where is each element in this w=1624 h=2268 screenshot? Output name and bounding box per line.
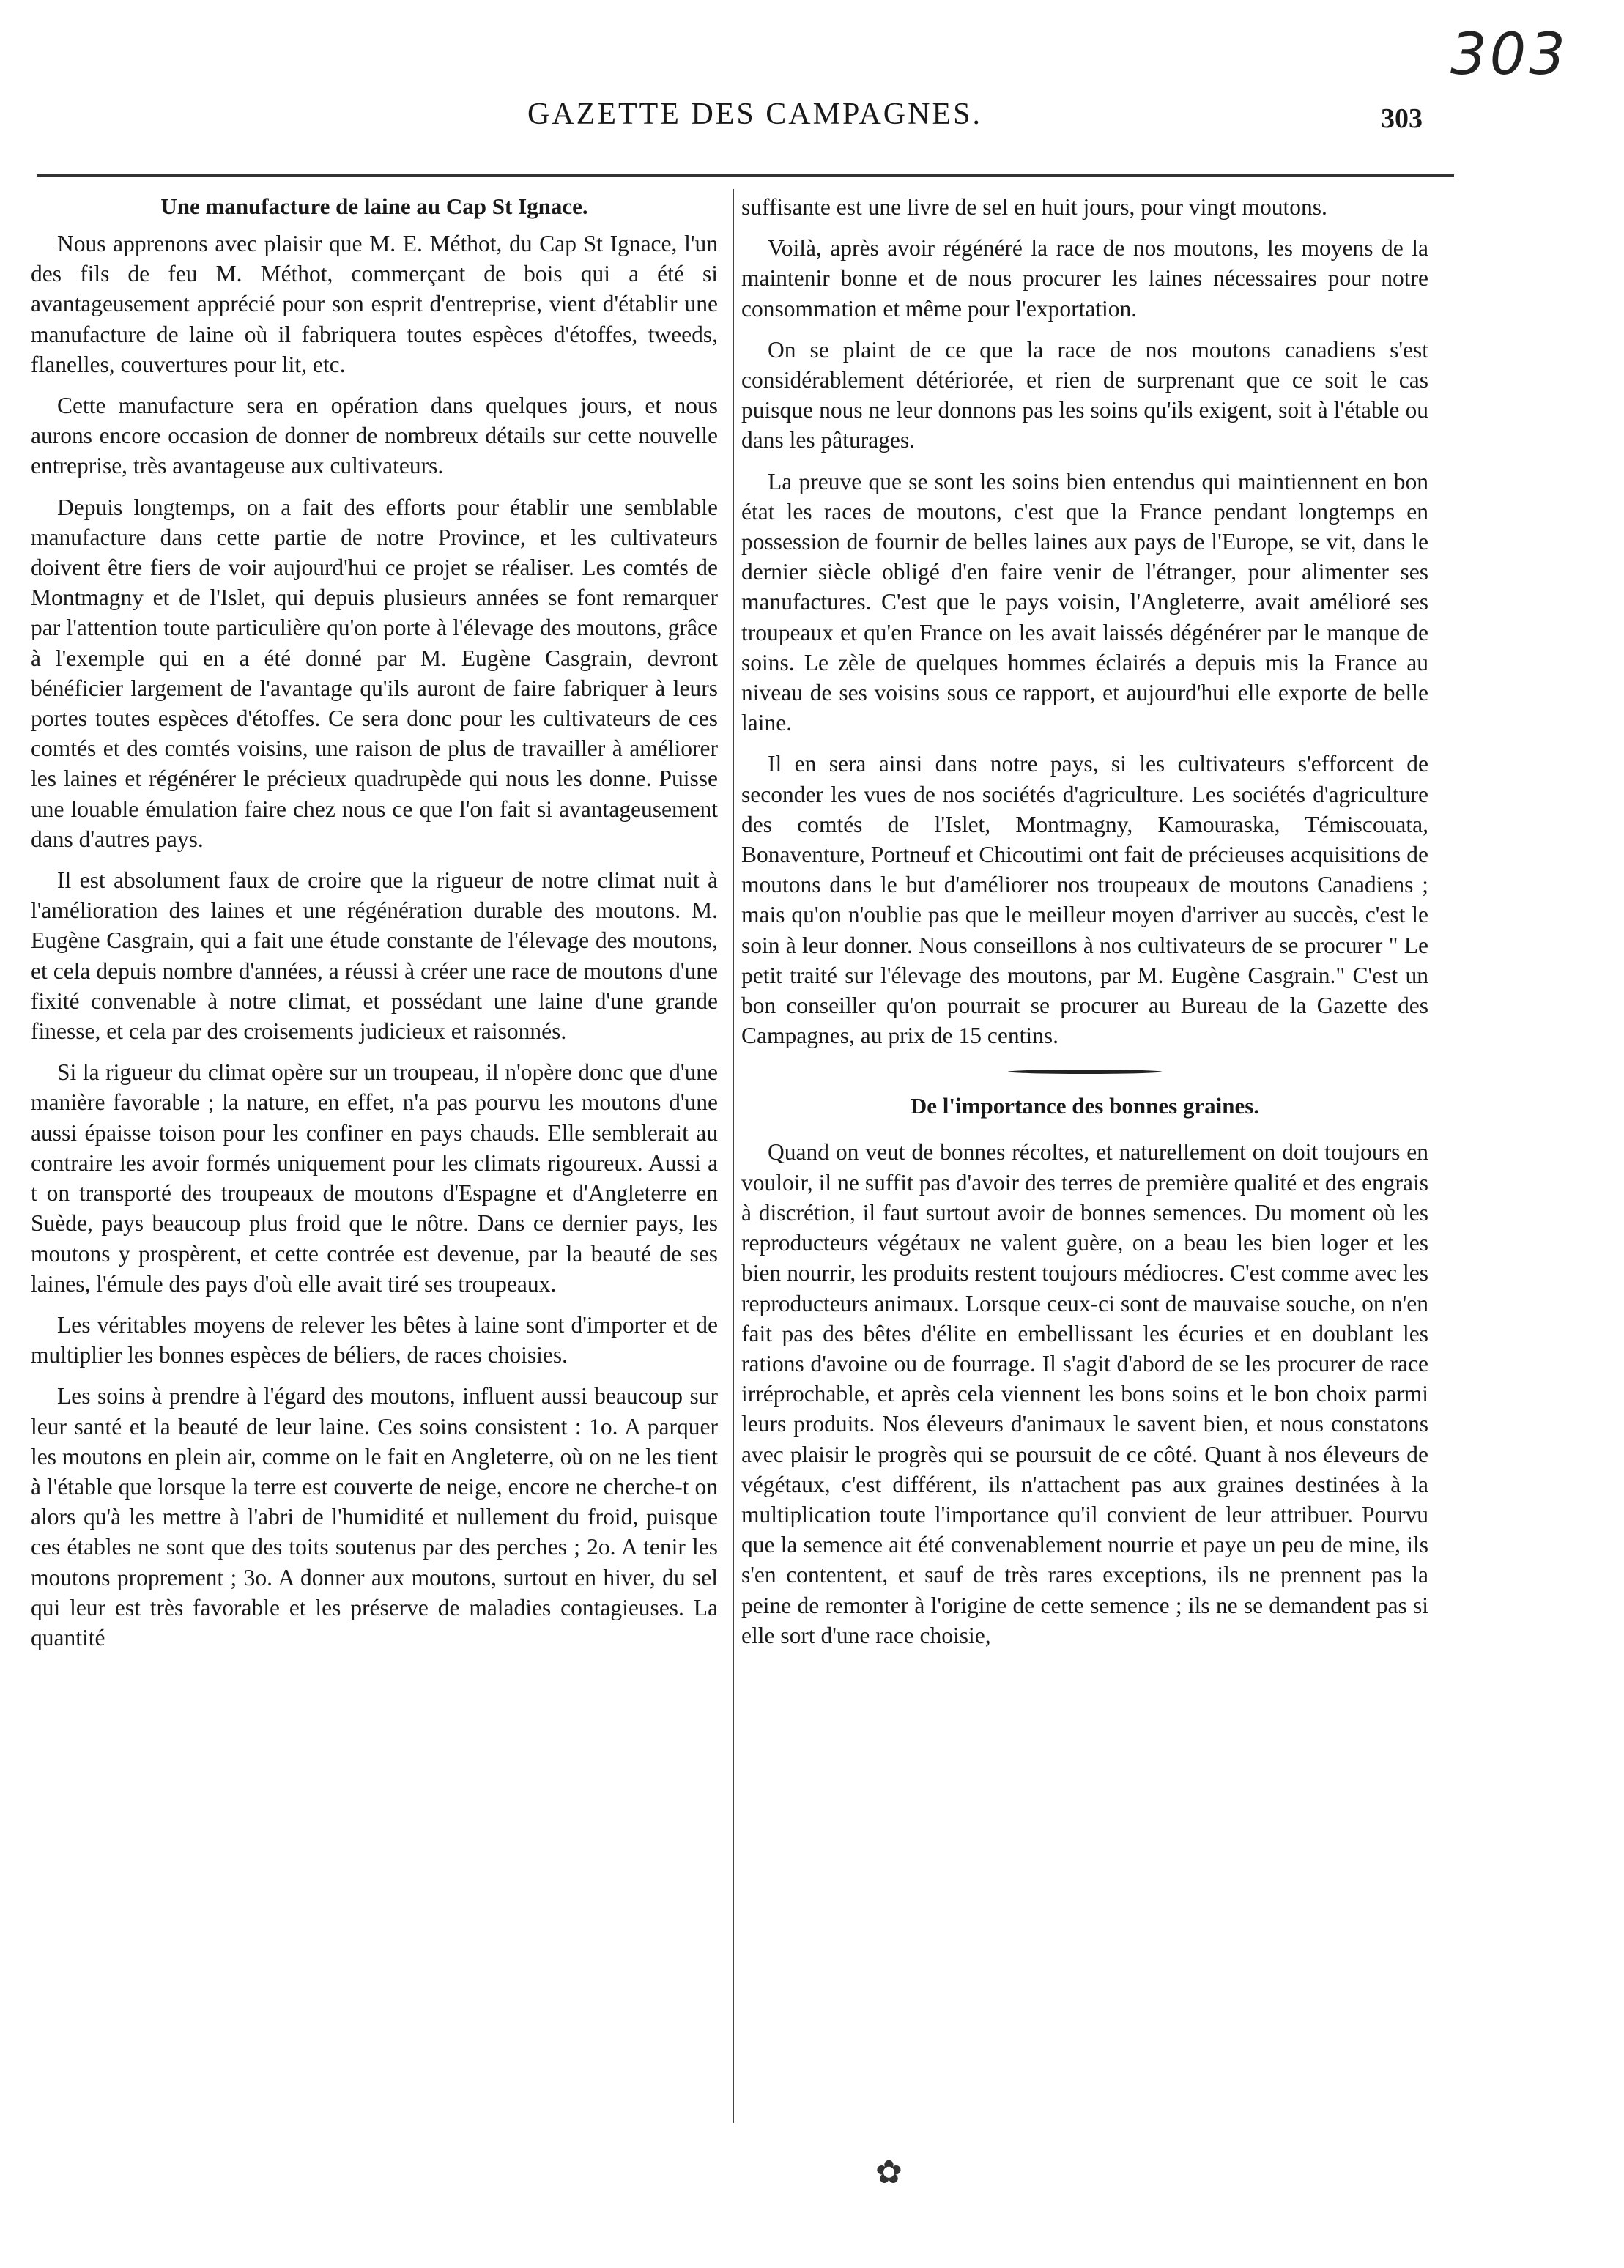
page-number: 303 — [1381, 103, 1423, 134]
left-column — [31, 192, 718, 2126]
column-divider — [733, 189, 734, 2123]
article-paragraph: Les soins à prendre à l'égard des moutons, influent aussi beaucoup sur leur santé et la beauté de leur laine. Ces soins consistent : 1o. A parquer les moutons en plein air, comme on le fait en Angleterre, où on ne les tient à l'étable que lorsque la terre est couverte de neige, encore ne cherche-t on alors qu'à les mettre à l'abri de l'humidité et nullement du froid, puisque ces étables ne sont que des toits soutenus par des perches ; 2o. A tenir les moutons proprement ; 3o. A donner aux moutons, surtout en hiver, du sel qui leur est très favorable et les préserve de maladies contagieuses. La quantité — [31, 1383, 718, 1650]
article-title-graines: De l'importance des bonnes graines. — [910, 1093, 1260, 1119]
article-paragraph: Nous apprenons avec plaisir que M. E. Méthot, du Cap St Ignace, l'un des fils de feu M. Méthot, commerçant de bois qui a été si avantageusement apprécié pour son esprit d'entreprise, vient d'établir une manufacture de laine où il fabriquera toutes espèces d'étoffes, tweeds, flanelles, couvertures pour lit, etc. — [31, 231, 718, 377]
header-rule — [37, 174, 1454, 177]
article-paragraph: La preuve que se sont les soins bien entendus qui maintiennent en bon état les races de moutons, c'est que la France pendant longtemps en possession de fournir de belles laines aux pays de l'Europe, se vit, dans le dernier siècle obligé d'en faire venir de l'étranger, pour alimenter ses manufactures. C'est que le pays voisin, l'Angleterre, avait amélioré ses troupeaux et qu'en France on les avait laissés dégénérer par le manque de soins. Le zèle de quelques hommes éclairés a depuis mis la France au niveau de ses voisins sous ce rapport, et aujourd'hui elle exporte de belle laine. — [741, 468, 1428, 736]
article-paragraph: Depuis longtemps, on a fait des efforts pour établir une semblable manufacture dans cette partie de notre Province, et les cultivateurs doivent être fiers de voir aujourd'hui ce projet se réaliser. Les comtés de Montmagny et de l'Islet, qui depuis plusieurs années se font remarquer par l'attention toute particulière qu'on porte à l'élevage des moutons, grâce à l'exemple qui en a été donné par M. Eugène Casgrain, devront bénéficier largement de l'avantage qu'ils auront de faire fabriquer à leurs portes toutes espèces d'étoffes. Ce sera donc pour les cultivateurs de ces comtés et des comtés voisins, une raison de plus de travailler à améliorer les laines et régénérer le précieux quadrupède qui nous les donne. Puisse une louable émulation faire chez nous ce que l'on fait si avantageusement dans d'autres pays. — [31, 494, 718, 852]
article-paragraph: Les véritables moyens de relever les bêtes à laine sont d'importer et de multiplier les bonnes espèces de béliers, de races choisies. — [31, 1311, 718, 1368]
article-paragraph: Cette manufacture sera en opération dans quelques jours, et nous aurons encore occasion de donner de nombreux détails sur cette nouvelle entreprise, très avantageuse aux cultivateurs. — [31, 393, 718, 479]
article-paragraph: Il est absolument faux de croire que la rigueur de notre climat nuit à l'amélioration des laines et une régénération durable des moutons. M. Eugène Casgrain, qui a fait une étude constante de l'élevage des moutons, et cela depuis nombre d'années, a réussi à créer une race de moutons d'une fixité convenable à notre climat, et possédant une laine d'une grande finesse, et cela par des croisements judicieux et raisonnés. — [31, 867, 718, 1045]
article-paragraph: Voilà, après avoir régénéré la race de nos moutons, les moyens de la maintenir bonne et de nous procurer les laines nécessaires pour notre consommation et même pour l'exportation. — [741, 235, 1428, 322]
article-paragraph: Quand on veut de bonnes récoltes, et naturellement on doit toujours en vouloir, il ne suffit pas d'avoir des terres de première qualité et des engrais à discrétion, il faut surtout avoir de bonnes semences. Du moment où les reproducteurs végétaux ne valent guère, on a beau les bien loger et les bien nourrir, les produits restent toujours médiocres. C'est comme avec les reproducteurs animaux. Lorsque ceux-ci sont de mauvaise souche, on n'en fait pas des bêtes d'élite en embellissant les écuries et en doublant les rations d'avoine ou de fourrage. Il s'agit d'abord de se les procurer de race irréprochable, et après cela viennent les bons soins et le bon choix parmi leurs produits. Nos éleveurs d'animaux le savent bien, et nous constatons avec plaisir le progrès qui se poursuit de ce côté. Quant à nos éleveurs de végétaux, c'est différent, ils n'attachent pas aux graines destinées à la multiplication toute l'importance qu'il convient de leur attribuer. Pourvu que la semence ait été convenablement nourrie et paye un peu de mine, ils s'en contentent, et sauf de très rares exceptions, ils ne prennent pas la peine de remonter à l'origine de cette semence ; ils ne se demandent pas si elle sort d'une race choisie, — [741, 1139, 1428, 1648]
newspaper-title: GAZETTE DES CAMPAGNES. — [527, 97, 982, 131]
article-title-manufacture: Une manufacture de laine au Cap St Ignace. — [160, 193, 588, 219]
article-paragraph: On se plaint de ce que la race de nos moutons canadiens s'est considérablement détériorée, et rien de surprenant que ce soit le cas puisque nous ne leur donnons pas les soins qu'ils exigent, soit à l'étable ou dans les pâturages. — [741, 336, 1428, 453]
right-column — [741, 192, 1428, 2126]
article-paragraph: Si la rigueur du climat opère sur un troupeau, il n'opère donc que d'une manière favorable ; la nature, en effet, n'a pas pourvu les moutons d'une aussi épaisse toison pour les confiner en pays chauds. Elle semblerait au contraire les avoir formés uniquement pour les climats rigoureux. Aussi a t on transporté des troupeaux de moutons d'Espagne et d'Angleterre en Suède, pays beaucoup plus froid que le nôtre. Dans ce dernier pays, les moutons y prospèrent, et cette contrée est devenue, par la beauté de ses laines, l'émule des pays d'où elle avait tiré ses troupeaux. — [31, 1059, 718, 1297]
article-paragraph: Il en sera ainsi dans notre pays, si les cultivateurs s'efforcent de seconder les vues de nos sociétés d'agriculture. Les sociétés d'agriculture des comtés de l'Islet, Montmagny, Kamouraska, Témiscouata, Bonaventure, Portneuf et Chicoutimi ont fait de précieuses acquisitions de moutons dans le but d'améliorer nos troupeaux de moutons Canadiens ; mais qu'on n'oublie pas que le meilleur moyen d'arriver au succès, c'est le soin à leur donner. Nous conseillons à nos cultivateurs de se procurer " Le petit traité sur l'élevage des moutons, par M. Eugène Casgrain." C'est un bon conseiller qu'on pourrait se procurer au Bureau de la Gazette des Campagnes, au prix de 15 centins. — [741, 751, 1428, 1049]
article-separator — [1008, 1070, 1162, 1074]
handwritten-page-number: 303 — [1450, 22, 1568, 88]
continued-paragraph: suffisante est une livre de sel en huit jours, pour vingt moutons. — [741, 194, 1327, 220]
ornament-icon: ✿ — [875, 2154, 902, 2191]
